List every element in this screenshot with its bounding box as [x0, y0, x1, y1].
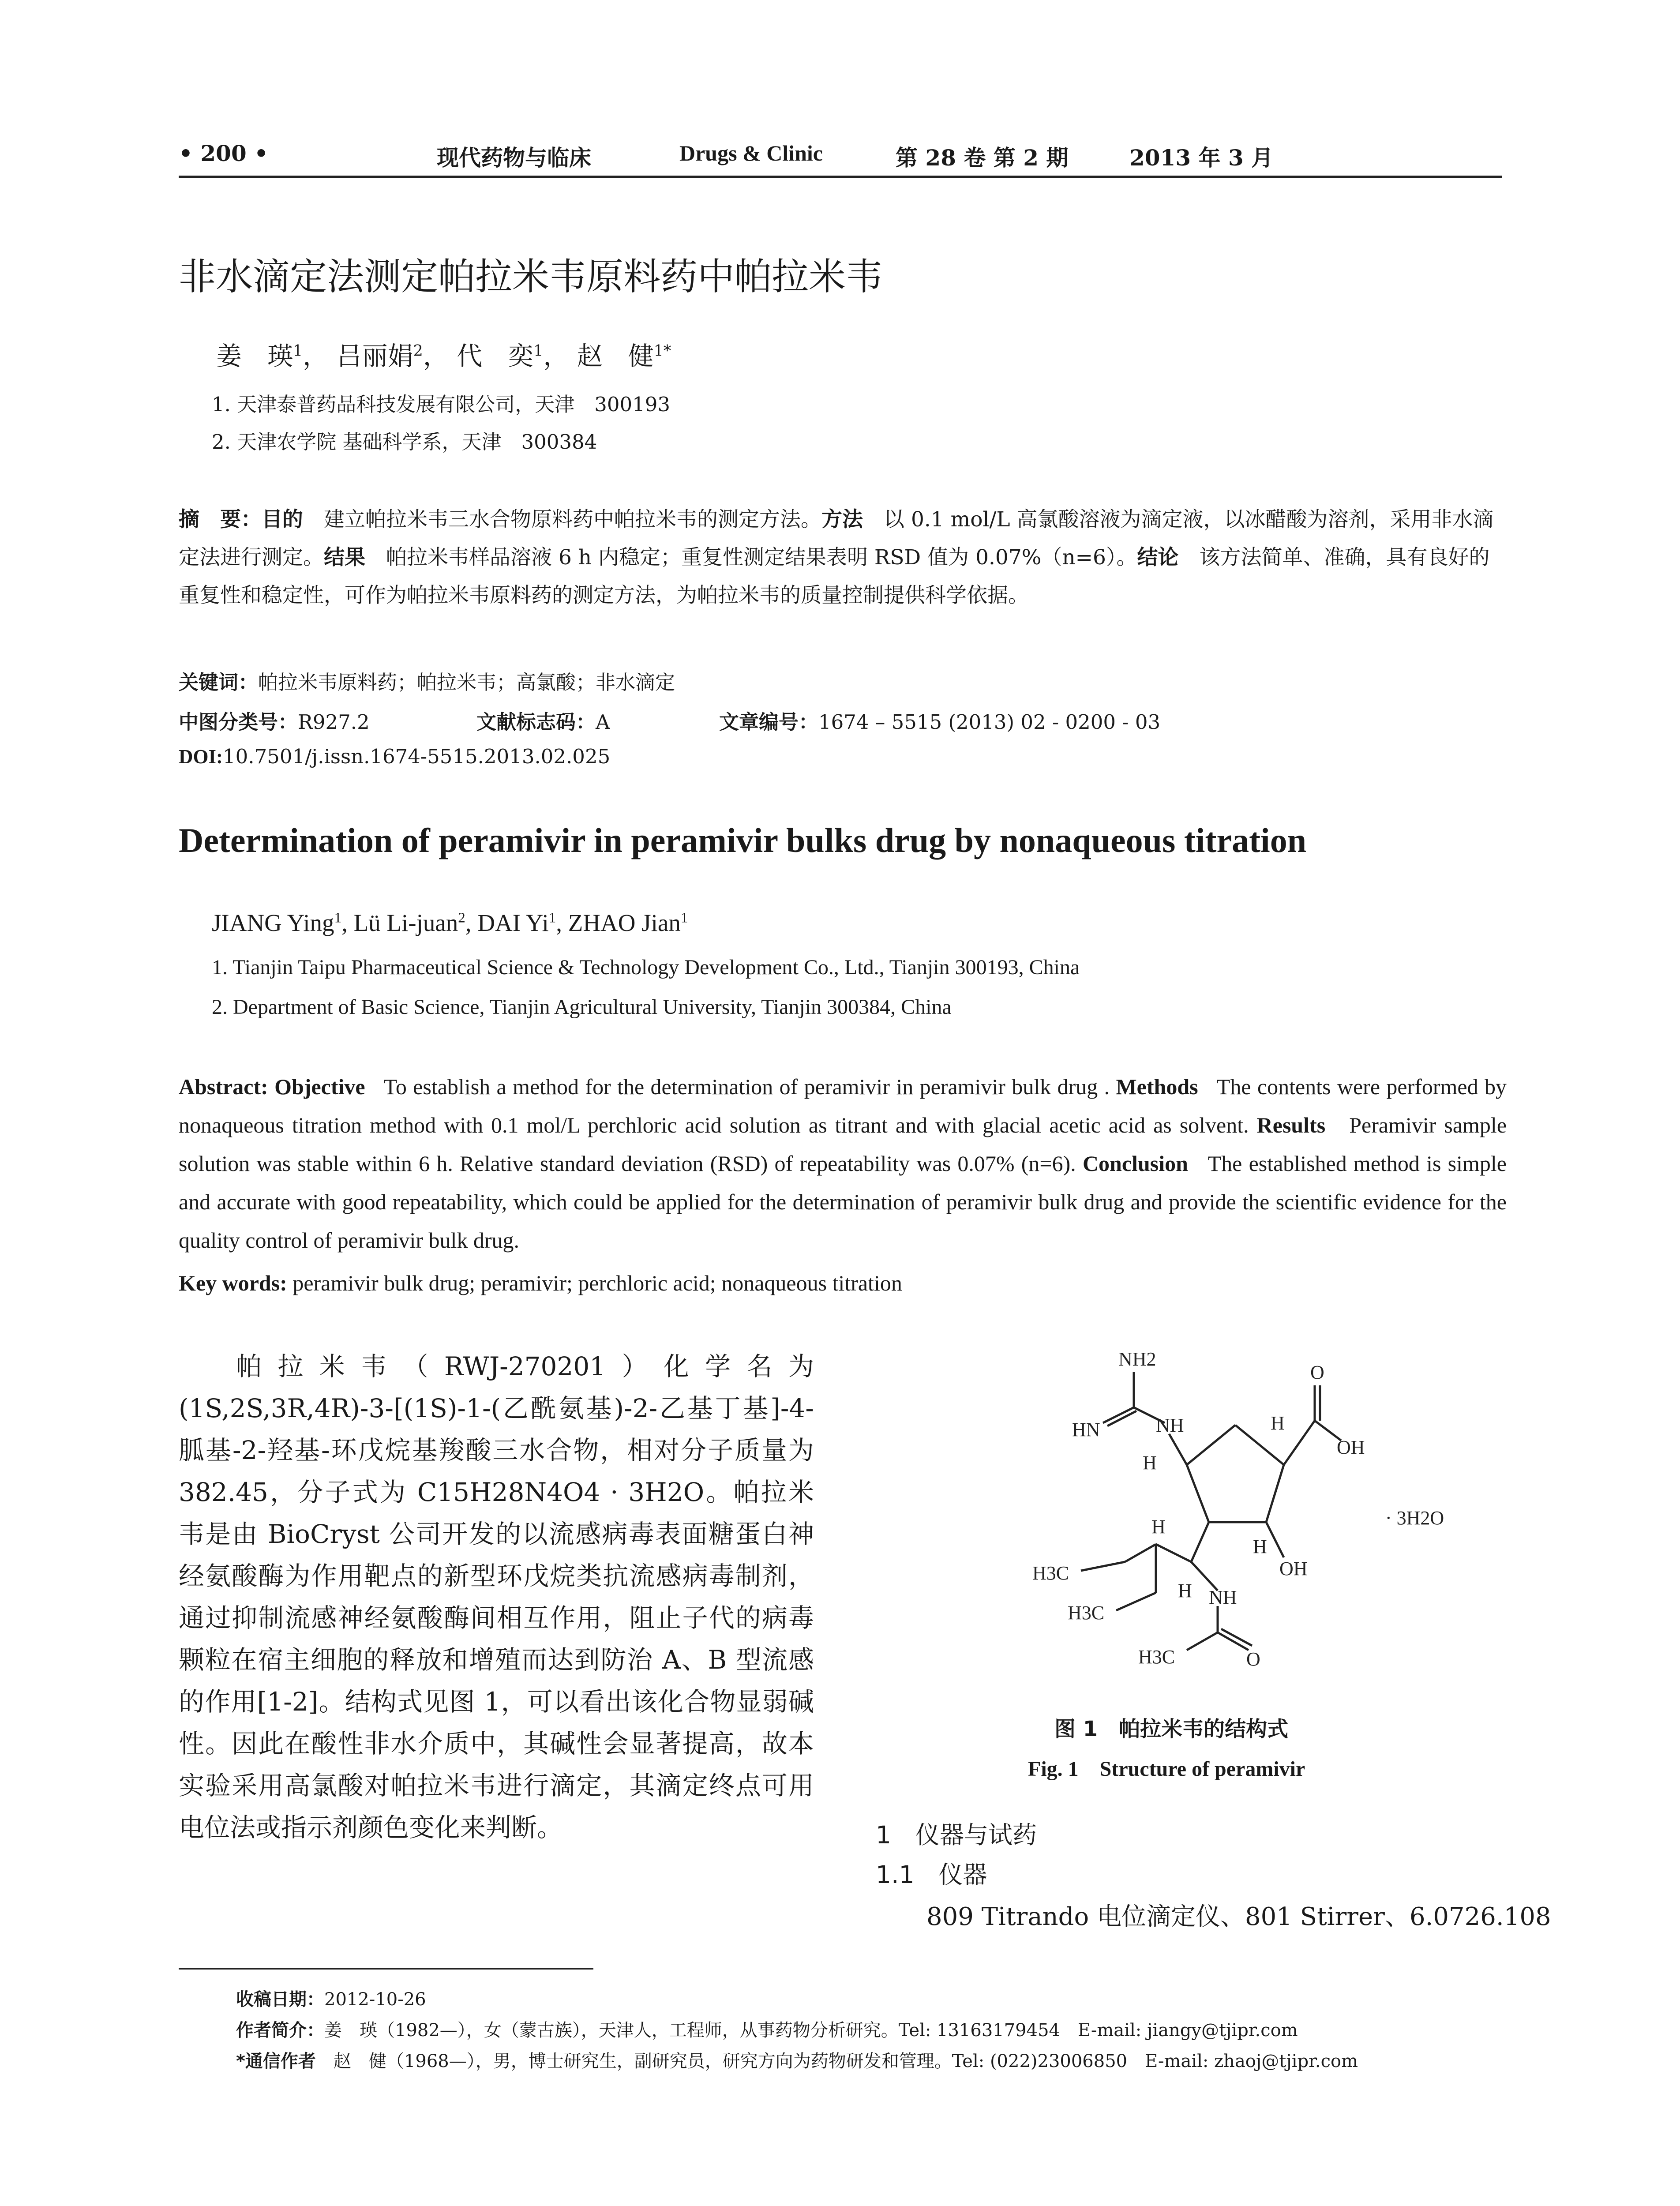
author-name: JIANG Ying	[212, 909, 334, 936]
conclusion-label: Conclusion	[1082, 1151, 1188, 1176]
results-label: 结果	[324, 545, 365, 570]
author-name: 代 奕	[457, 341, 534, 371]
keywords-label: 关键词：	[179, 671, 259, 694]
article-value: 1674 – 5515 (2013) 02 - 0200 - 03	[818, 710, 1161, 734]
bond	[1284, 1421, 1315, 1465]
keywords-cn	[179, 666, 675, 695]
journal-date: 2013 年 3 月	[1129, 145, 1274, 171]
doc-code-row	[476, 706, 610, 735]
author-name: 赵 健	[577, 341, 654, 371]
figure-caption-en: Fig. 1 Structure of peramivir	[1028, 1757, 1305, 1781]
doc-value: A	[596, 710, 610, 734]
doc-label: 文献标志码：	[476, 710, 596, 734]
page-number: • 200 •	[179, 140, 269, 166]
received-label: 收稿日期：	[236, 1989, 324, 2010]
authors-en: JIANG Ying$^1$, Lü Li-juan$^2$, DAI Yi$^1$, ZHAO Jian$^1$	[212, 909, 688, 936]
doi-label: DOI:	[179, 746, 223, 768]
journal-name-en: Drugs & Clinic	[679, 141, 823, 165]
corr-value: 赵 健（1968—），男，博士研究生，副研究员，研究方向为药物研发和管理。Tel: (022)23006850 E-mail: zhaoj@tjipr.com	[315, 2051, 1358, 2071]
objective-label: Objective	[274, 1074, 365, 1099]
doi-row	[179, 745, 610, 768]
bond	[1125, 1544, 1156, 1562]
atom-label: NH	[1156, 1414, 1184, 1436]
abstract-en	[179, 1068, 1507, 1260]
keywords-en	[179, 1264, 1507, 1302]
methods-text: 以 0.1 mol/L 高氯酸溶液为滴定液，以冰醋酸为溶剂，采用非水滴定法进行测定。	[179, 507, 1494, 570]
keywords-text: 帕拉米韦原料药；帕拉米韦；高氯酸；非水滴定	[258, 671, 675, 694]
author-sup: 2	[458, 910, 465, 926]
atom-label: NH	[1209, 1587, 1237, 1608]
abstract-label: Abstract:	[179, 1074, 268, 1099]
author-name: Lü Li-juan	[353, 909, 458, 936]
methods-label: Methods	[1116, 1074, 1198, 1099]
affiliation-en-1: 1. Tianjin Taipu Pharmaceutical Science & Technology Development Co., Ltd., Tianjin 300193, China	[212, 956, 1080, 979]
authors-cn: 姜 瑛$^1$， 吕丽娟$^2$， 代 奕$^1$， 赵 健$^{1*}$	[216, 341, 671, 371]
objective-label: 目的	[262, 507, 303, 532]
atom-label: H	[1143, 1452, 1157, 1474]
author-name: 吕丽娟	[336, 341, 413, 371]
journal-name-cn: 现代药物与临床	[437, 145, 591, 171]
journal-volume: 第 28 卷 第 2 期	[896, 145, 1069, 171]
footnote-corresponding	[236, 2047, 1358, 2072]
affiliation-cn-2: 2. 天津农学院 基础科学系，天津 300384	[212, 430, 597, 454]
affiliation-cn-1: 1. 天津泰普药品科技发展有限公司，天津 300193	[212, 393, 671, 416]
author-sup: 1	[548, 910, 556, 926]
clc-label: 中图分类号：	[179, 710, 298, 734]
bond	[1266, 1465, 1284, 1522]
author-name: 姜 瑛	[216, 341, 293, 371]
author-sup: 1	[293, 342, 303, 360]
abstract-label: 摘 要：	[179, 507, 262, 532]
classification-row	[179, 706, 370, 735]
atom-label: NH2	[1118, 1348, 1156, 1370]
doi-value: 10.7501/j.issn.1674-5515.2013.02.025	[223, 745, 611, 768]
atom-label: O	[1310, 1362, 1324, 1383]
objective-text: To establish a method for the determination of peramivir in peramivir bulk drug .	[383, 1074, 1110, 1099]
methods-label: 方法	[821, 507, 863, 532]
instrument-text: 809 Titrando 电位滴定仪、801 Stirrer、6.0726.108	[926, 1902, 1551, 1931]
header-rule	[179, 176, 1502, 178]
bond	[1191, 1522, 1209, 1562]
results-text: 帕拉米韦样品溶液 6 h 内稳定；重复性测定结果表明 RSD 值为 0.07%（n=6）。	[365, 545, 1137, 570]
results-text: Peramivir sample solution was stable within 6 h. Relative standard deviation (RSD) of repeatability was 0.07% (n=6).	[179, 1113, 1507, 1176]
atom-label: H	[1178, 1580, 1192, 1602]
atom-label: OH	[1337, 1437, 1365, 1458]
article-code-row	[719, 706, 1160, 735]
bond	[1266, 1522, 1284, 1557]
conclusion-text: 该方法简单、准确，具有良好的重复性和稳定性，可作为帕拉米韦原料药的测定方法，为帕拉米韦的质量控制提供科学依据。	[179, 545, 1490, 608]
title-cn: 非水滴定法测定帕拉米韦原料药中帕拉米韦	[179, 255, 883, 298]
bond	[1187, 1465, 1209, 1522]
affiliation-en-2: 2. Department of Basic Science, Tianjin Agricultural University, Tianjin 300384, China	[212, 995, 952, 1019]
author-sup: 2	[413, 342, 423, 360]
keywords-label: Key words:	[179, 1271, 287, 1295]
author-name: DAI Yi	[477, 909, 549, 936]
structure-figure	[1006, 1346, 1460, 1699]
atom-label: OH	[1279, 1558, 1308, 1579]
bond	[1169, 1434, 1187, 1465]
author-sup: 1	[680, 910, 688, 926]
author-value: 姜 瑛（1982—），女（蒙古族），天津人，工程师，从事药物分析研究。Tel: 13163179454 E-mail: jiangy@tjipr.com	[324, 2020, 1298, 2041]
section-heading-1-1: 1.1 仪器	[876, 1861, 987, 1889]
clc-value: R927.2	[298, 710, 370, 734]
atom-label: H3C	[1032, 1562, 1069, 1584]
atom-label: H3C	[1068, 1602, 1105, 1624]
author-sup: 1	[533, 342, 544, 360]
author-sup: 1	[334, 910, 342, 926]
bond	[1116, 1593, 1156, 1610]
atom-label: H	[1271, 1412, 1285, 1434]
footnote-received	[236, 1985, 426, 2011]
atom-label: HN	[1072, 1419, 1100, 1441]
title-en: Determination of peramivir in peramivir bulks drug by nonaqueous titration	[179, 821, 1307, 859]
bond	[1187, 1425, 1235, 1465]
corr-label: *通信作者	[236, 2051, 316, 2071]
atom-label: H	[1253, 1536, 1267, 1557]
footnote-rule	[179, 1968, 593, 1970]
abstract-cn	[179, 501, 1502, 615]
atom-label: H3C	[1138, 1646, 1175, 1668]
bond	[1081, 1562, 1125, 1571]
results-label: Results	[1256, 1113, 1326, 1137]
footnote-author	[236, 2016, 1298, 2041]
body-paragraph: 帕拉米韦（RWJ-270201）化学名为(1S,2S,3R,4R)-3-[(1S)-1-(乙酰氨基)-2-乙基丁基]-4-胍基-2-羟基-环戊烷基羧酸三水合物，相对分子质量为 382.45，分子式为 C15H28N4O4 · 3H2O。帕拉米韦是由 BioCryst 公司开发的以流感病毒表面糖蛋白神经氨酸酶为作用靶点的新型环戊烷类抗流感病毒制剂，通过抑制流感神经氨酸酶间相互作用，阻止子代的病毒颗粒在宿主细胞的释放和增殖而达到防治 A、B 型流感的作用[1-2]。结构式见图 1，可以看出该化合物显弱碱性。因此在酸性非水介质中，其碱性会显著提高，故本实验采用高氯酸对帕拉米韦进行滴定，其滴定终点可用电位法或指示剂颜色变化来判断。	[179, 1351, 814, 1842]
author-sup: 1*	[653, 342, 671, 360]
bond	[1156, 1544, 1191, 1562]
atom-label: O	[1246, 1648, 1260, 1670]
bond	[1187, 1632, 1218, 1650]
figure-caption-cn: 图 1 帕拉米韦的结构式	[1054, 1717, 1289, 1741]
methods-text: The contents were performed by nonaqueous titration method with 0.1 mol/L perchloric acid solution as titrant and with glacial acetic acid as solvent.	[179, 1074, 1507, 1137]
received-value: 2012-10-26	[324, 1989, 426, 2010]
hydrate-label: · 3H2O	[1385, 1507, 1444, 1529]
conclusion-label: 结论	[1137, 545, 1179, 570]
author-label: 作者简介：	[236, 2020, 324, 2041]
conclusion-text: The established method is simple and accurate with good repeatability, which could be applied for the determination of peramivir bulk drug and provide the scientific evidence for the quality control of peramivir bulk drug.	[179, 1151, 1507, 1253]
keywords-text: peramivir bulk drug; peramivir; perchloric acid; nonaqueous titration	[292, 1271, 902, 1295]
atom-label: H	[1151, 1516, 1166, 1538]
objective-text: 建立帕拉米韦三水合物原料药中帕拉米韦的测定方法。	[303, 507, 821, 532]
article-label: 文章编号：	[719, 710, 819, 734]
section-heading-1: 1 仪器与试药	[876, 1821, 1037, 1849]
author-name: ZHAO Jian	[568, 909, 681, 936]
